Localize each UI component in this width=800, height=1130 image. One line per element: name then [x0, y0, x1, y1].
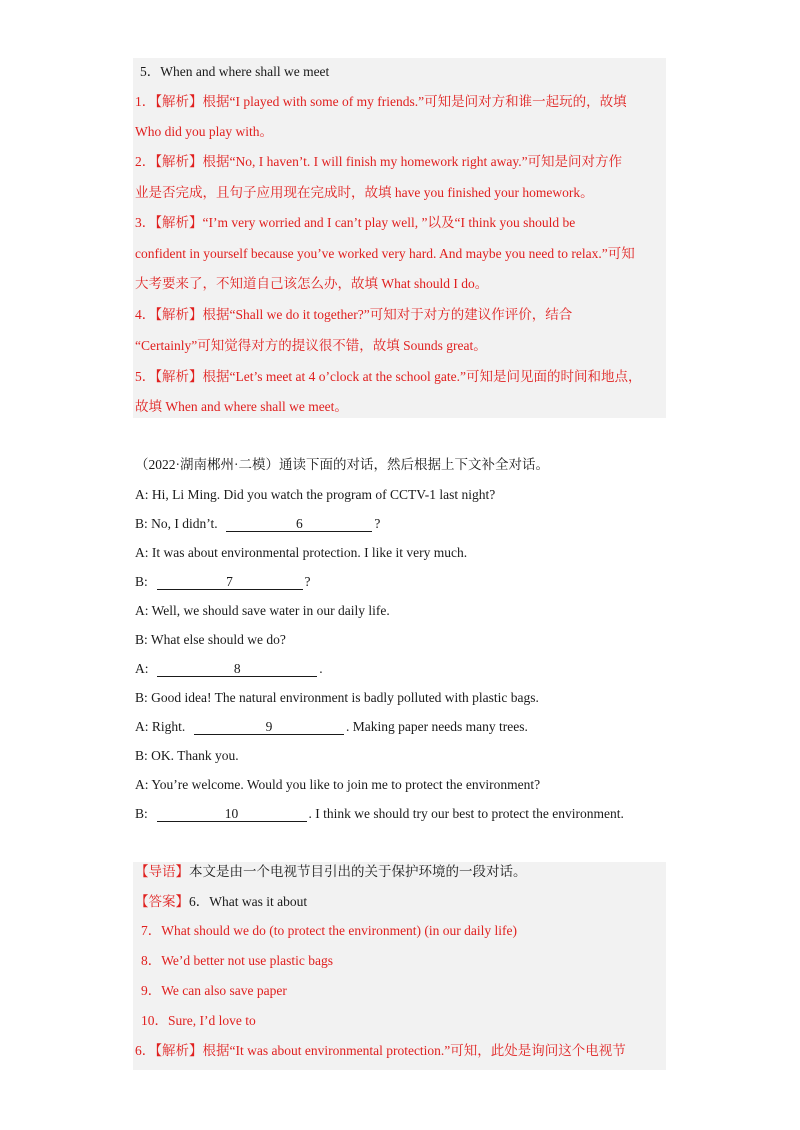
analysis-line: 2．【解析】根据“No, I haven’t. I will finish my homework right away.”可知是问对方作	[135, 154, 623, 169]
dialogue-line	[135, 630, 286, 650]
guide-line	[135, 862, 527, 882]
dialogue-line	[135, 688, 539, 708]
dialogue-speech: B:	[135, 574, 148, 589]
analysis-line: 3．【解析】“I’m very worried and I can’t play well, ”以及“I think you should be	[135, 215, 576, 230]
analysis-line: 业是否完成，且句子应用现在完成时，故填 have you finished your homework。	[135, 185, 594, 200]
dialogue-speech: B: What else should we do?	[135, 632, 286, 647]
dialogue-speech: A: You’re welcome. Would you like to join me to protect the environment?	[135, 777, 541, 792]
analysis-line: 故填 When and where shall we meet。	[135, 399, 348, 414]
analysis-line: 6．【解析】根据“It was about environmental protection.”可知，此处是询问这个电视节	[135, 1043, 626, 1058]
guide-label: 【导语】	[135, 864, 189, 879]
dialogue-speech-after: ?	[304, 574, 311, 589]
answer-item: 9．We can also save paper	[141, 983, 287, 998]
fill-blank-6[interactable]: 6	[226, 516, 372, 532]
answer-item: 8．We’d better not use plastic bags	[141, 953, 333, 968]
analysis-line: confident in yourself because you’ve worked very hard. And maybe you need to relax.”可知	[135, 246, 635, 261]
dialogue-speech: A:	[135, 661, 149, 676]
fill-blank-10[interactable]: 10	[157, 806, 307, 822]
fill-blank-8[interactable]: 8	[157, 661, 317, 677]
dialogue-line	[135, 485, 495, 505]
guide-text: 本文是由一个电视节目引出的关于保护环境的一段对话。	[189, 864, 527, 879]
answer-text: 6．What was it about	[189, 894, 308, 909]
dialogue-speech-after: . Making paper needs many trees.	[346, 719, 528, 734]
dialogue-speech-after: .	[319, 661, 323, 676]
analysis-line: Who did you play with。	[135, 124, 273, 139]
dialogue-line	[135, 514, 380, 534]
dialogue-speech-after: . I think we should try our best to protect the environment.	[308, 806, 624, 821]
dialogue-line	[135, 746, 239, 766]
dialogue-speech: A: Well, we should save water in our daily life.	[135, 603, 390, 618]
answer-item: 10．Sure, I’d love to	[141, 1013, 256, 1028]
dialogue-speech: A: Right.	[135, 719, 186, 734]
fill-blank-7[interactable]: 7	[157, 574, 303, 590]
dialogue-line	[135, 543, 467, 563]
dialogue-speech-after: ?	[374, 516, 381, 531]
analysis-line: 5．【解析】根据“Let’s meet at 4 o’clock at the school gate.”可知是问见面的时间和地点，	[135, 369, 642, 384]
answer-line: 5．When and where shall we meet	[140, 64, 330, 79]
analysis-line: 1．【解析】根据“I played with some of my friends.”可知是问对方和谁一起玩的，故填	[135, 94, 627, 109]
dialogue-speech: B: No, I didn’t.	[135, 516, 218, 531]
dialogue-line	[135, 775, 540, 795]
question-intro: （2022·湖南郴州·二模）通读下面的对话，然后根据上下文补全对话。	[135, 457, 549, 472]
dialogue-speech: B: Good idea! The natural environment is badly polluted with plastic bags.	[135, 690, 539, 705]
analysis-line: “Certainly”可知觉得对方的提议很不错，故填 Sounds great。	[135, 338, 487, 353]
analysis-line: 大考要来了，不知道自己该怎么办，故填 What should I do。	[135, 276, 489, 291]
analysis-line: 4．【解析】根据“Shall we do it together?”可知对于对方的建议作评价，结合	[135, 307, 573, 322]
dialogue-line	[135, 659, 323, 679]
dialogue-line	[135, 572, 311, 592]
answer-item	[135, 892, 307, 912]
dialogue-speech: A: It was about environmental protection. I like it very much.	[135, 545, 468, 560]
analysis-shade-top	[133, 58, 666, 418]
dialogue-speech: B:	[135, 806, 148, 821]
dialogue-line	[135, 804, 624, 824]
fill-blank-9[interactable]: 9	[194, 719, 344, 735]
dialogue-line	[135, 601, 390, 621]
dialogue-speech: B: OK. Thank you.	[135, 748, 239, 763]
answer-label: 【答案】	[135, 894, 189, 909]
dialogue-speech: A: Hi, Li Ming. Did you watch the program of CCTV-1 last night?	[135, 487, 496, 502]
answer-item: 7．What should we do (to protect the environment) (in our daily life)	[141, 923, 518, 938]
dialogue-line	[135, 717, 528, 737]
